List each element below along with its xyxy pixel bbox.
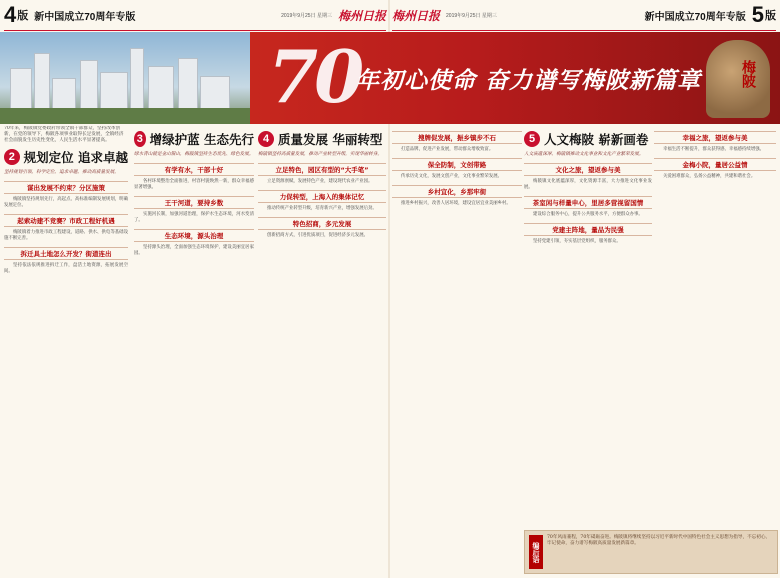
section-lead: 人文底蕴深厚，梅陂镇推动文化事业和文化产业繁荣发展。: [524, 152, 644, 157]
section-lead: 梅陂镇坚持高质量发展，推动产业转型升级，实现华丽转身。: [258, 152, 383, 157]
column-3: [258, 126, 386, 574]
landmark-stone-text: 梅陂: [740, 60, 756, 88]
article-paragraph: 立足资源禀赋，发展特色产业，建设现代农业产业园。: [267, 179, 373, 184]
subheading: 特色招商，多元发展: [258, 217, 386, 230]
section-number: 3: [134, 131, 146, 147]
subheading: 力促转型，上海入的集体记忆: [258, 190, 386, 203]
subheading: 拆迁具土地怎么开发？街道连出: [4, 247, 128, 260]
article-paragraph: 传承历史文化，发展文创产业，文化事业繁荣发展。: [401, 174, 502, 179]
section-title: 人文梅陂 崭新画卷: [544, 132, 649, 147]
anniversary-number: 70: [268, 34, 361, 119]
article-paragraph: 各村环境整治全面推进，村容村貌焕然一新，群众幸福感显著增强。: [134, 179, 254, 190]
article-paragraph: 坚持党建引领，夯实基层党组织，服务群众。: [533, 239, 621, 244]
section-heading: [524, 130, 652, 148]
article-paragraph: 打造品牌，促进产业发展，带动群众增收致富。: [401, 147, 494, 152]
subheading: 保全防制，文创带路: [392, 158, 522, 171]
section-title: 质量发展 华丽转型: [278, 132, 383, 147]
section-title: 增绿护蓝 生态先行: [149, 132, 254, 147]
page-unit: 版: [765, 9, 776, 22]
column-1: [4, 126, 128, 574]
editor-note-text: 70年风雨兼程，70年砥砺奋进。梅陂镇将继续坚持以习近平新时代中国特色社会主义思想为指导，不忘初心、牢记使命，奋力谱写梅陂高质量发展新篇章。: [547, 535, 771, 546]
page-header-left: [4, 0, 386, 30]
subheading: 搜牌促发展，振乡镇步不石: [392, 131, 522, 144]
subheading: 党建主阵地，量品为民强: [524, 223, 652, 236]
article-paragraph: 推进乡村振兴，改善人居环境，建设宜居宜业美丽乡村。: [401, 201, 511, 206]
banner-slogan: 年初心使命 奋力谱写梅陂新篇章: [356, 68, 702, 94]
page-number: 4: [4, 2, 17, 27]
section-number: 5: [524, 131, 540, 147]
page-number: 5: [751, 2, 764, 27]
page-header-right: [392, 0, 776, 30]
article-paragraph: 推动传统产业转型升级，培育新兴产业，增强发展后劲。: [267, 206, 377, 211]
article-paragraph: 建设综合服务中心，提升公共服务水平，方便群众办事。: [533, 212, 643, 217]
section-lead: 绿水青山就是金山银山，梅陂镇坚持生态优先、绿色发展。: [134, 152, 254, 157]
header-rule-right: [392, 30, 776, 31]
masthead-logo: 梅州日报: [392, 8, 441, 23]
article-paragraph: 幸福生活不断提升，群众获得感、幸福感持续增强。: [663, 147, 764, 152]
column-5: [524, 126, 652, 528]
article-paragraph: 坚持依法依规推进拆迁工作，盘活土地资源，拓展发展空间。: [4, 263, 128, 274]
article-paragraph: 创新招商方式，引进优质项目，促进经济多元发展。: [267, 233, 368, 238]
section-heading: [4, 148, 128, 166]
dateline: 2019年9月25日 星期三: [446, 12, 497, 19]
section-title: 新中国成立70周年专版: [34, 11, 136, 23]
editor-note-tag: 编后语: [529, 535, 543, 569]
section-title: 规划定位 追求卓越: [23, 150, 128, 165]
masthead-logo: 梅州日报: [337, 8, 386, 23]
page-unit: 版: [17, 9, 29, 22]
section-number: 4: [258, 131, 274, 147]
subheading: 有学有水，干部十好: [134, 163, 254, 176]
hero-banner: [0, 32, 780, 124]
subheading: 生态环境，源头治理: [134, 229, 254, 242]
subheading: 立足特色，园区有型的“大手笔”: [258, 163, 386, 176]
city-skyline-photo: [0, 32, 250, 124]
subheading: 谋出发展不约束？分区施策: [4, 181, 128, 194]
article-paragraph: 实施河长制，加强河道治理，保护水生态环境，河水变清了。: [134, 212, 254, 223]
subheading: 文化之旅，望返参与美: [524, 163, 652, 176]
article-paragraph: 坚持源头治理，全面加强生态环境保护，建设美丽宜居家园。: [134, 245, 254, 256]
section-number: 2: [4, 149, 20, 165]
section-title: 新中国成立70周年专版: [644, 11, 746, 23]
dateline: 2019年9月25日 星期三: [281, 12, 332, 19]
column-6: [654, 126, 776, 528]
subheading: 王干河道，要持乡数: [134, 196, 254, 209]
subheading: 起索动建不竞赛？市政工程好机遇: [4, 214, 128, 227]
section-heading: [134, 130, 254, 148]
subheading: 茶室闲与样量申心，里居多营视留国情: [524, 196, 652, 209]
subheading: 幸福之旅，望返参与美: [654, 131, 776, 144]
editor-note-box: [524, 530, 778, 574]
subheading: 金梅小院，量居公益情: [654, 158, 776, 171]
column-2: [134, 126, 254, 574]
column-4: [392, 126, 522, 574]
intro-paragraph: 70年来，梅陂镇党委政府带领全镇干部群众，坚持改革创新，在党的领导下，梅陂各项事业取得长足发展，全镇经济社会面貌发生历史性变化，人民生活水平显著提高。: [4, 126, 124, 143]
section-lead: 坚持规划引领，科学定位，追求卓越，推动高质量发展。: [4, 170, 119, 175]
article-paragraph: 梅陂镇着力推进市政工程建设，道路、供水、供电等基础设施不断完善。: [4, 230, 128, 241]
header-rule-left: [4, 30, 386, 31]
section-heading: [258, 130, 386, 148]
article-paragraph: 关爱困难群众，弘扬公益精神，共建和谐社会。: [663, 174, 756, 179]
article-paragraph: 梅陂镇文化底蕴深厚，文化资源丰富，大力推进文化事业发展。: [524, 179, 652, 190]
article-paragraph: 梅陂镇坚持规划先行，高起点、高标准编制发展规划，明确发展定位。: [4, 197, 128, 208]
subheading: 乡村宜化，乡那牢街: [392, 185, 522, 198]
